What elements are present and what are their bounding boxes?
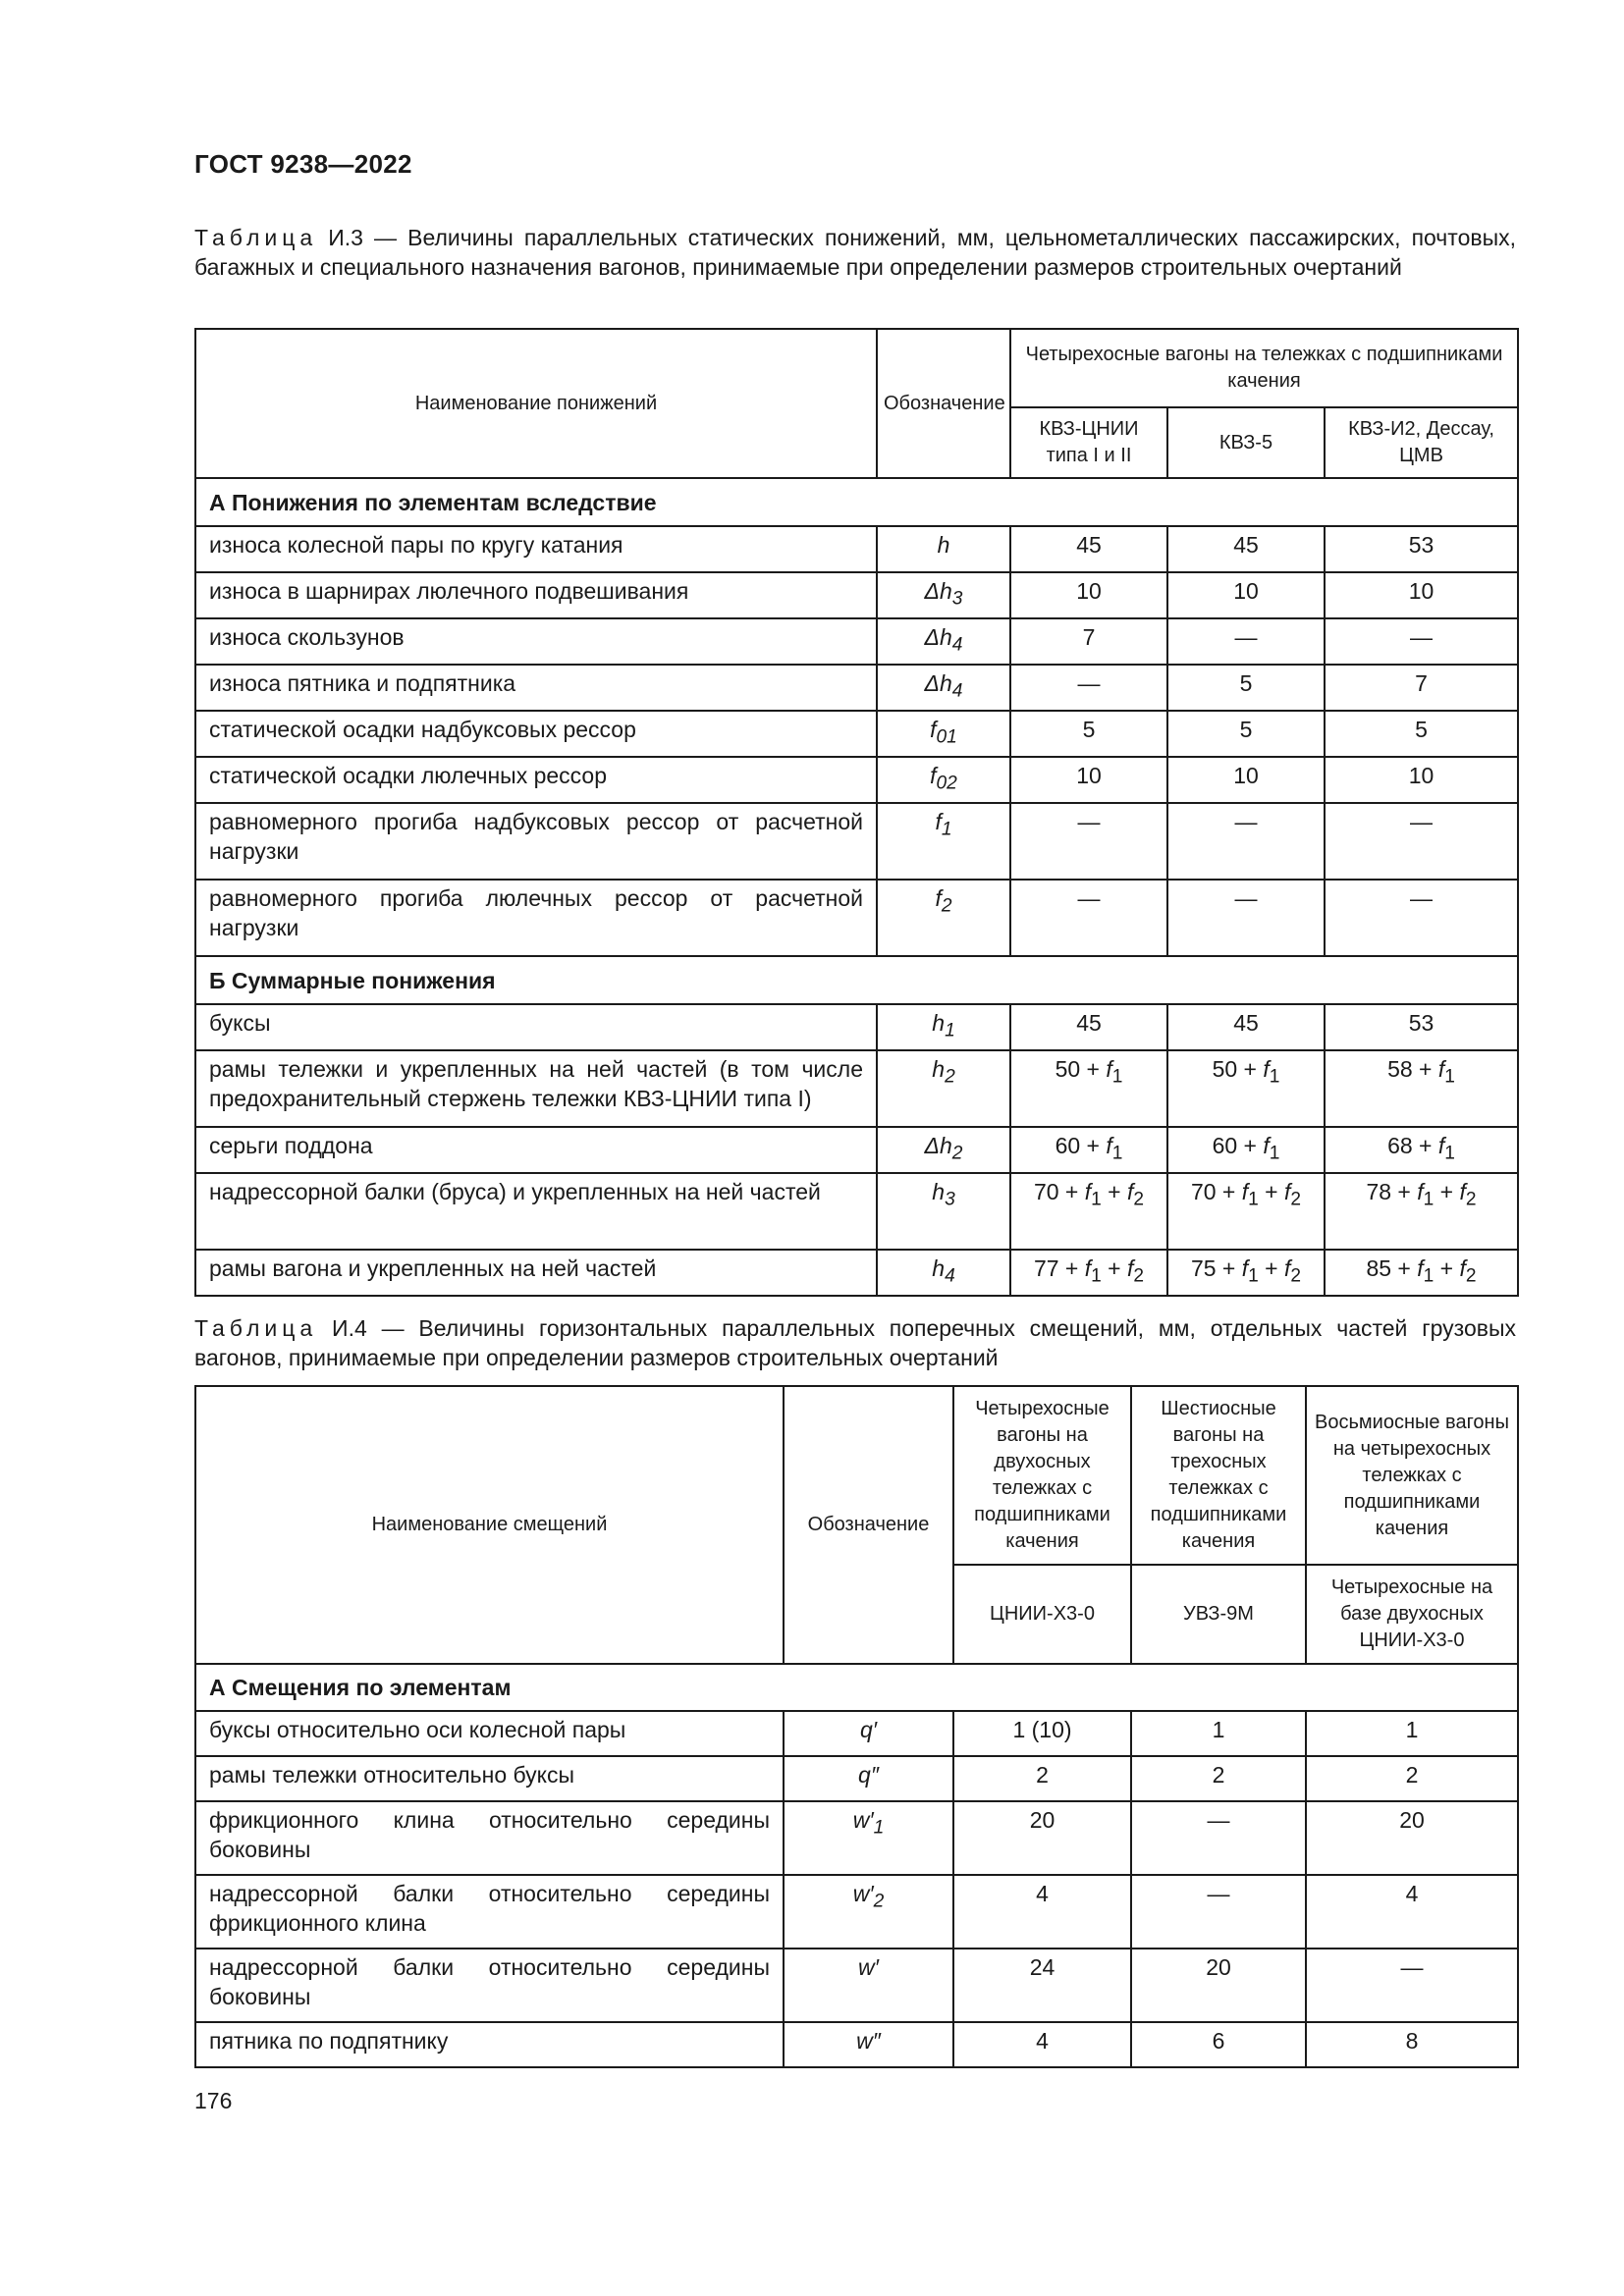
row-value-1: $70 + f_1 + f_2$ [1010, 1173, 1167, 1250]
row-name: пятника по подпятнику [195, 2022, 784, 2067]
table-row [195, 526, 1518, 572]
row-value-2: — [1167, 803, 1325, 880]
row-value-3: 20 [1306, 1801, 1518, 1875]
table-row [195, 803, 1518, 880]
row-value-1: $77 + f_1 + f_2$ [1010, 1250, 1167, 1296]
row-value-2: — [1131, 1875, 1306, 1949]
row-symbol: $\Delta h_4$ [877, 665, 1010, 711]
row-value-3: $78 + f_1 + f_2$ [1325, 1173, 1518, 1250]
row-value-1: — [1010, 665, 1167, 711]
row-name: рамы тележки и укрепленных на ней частей (в том числе предохранительный стержень тележки КВЗ-ЦНИИ типа I) [195, 1050, 877, 1127]
header-name-col: Наименование смещений [195, 1386, 784, 1664]
section-heading: А Смещения по элементам [195, 1664, 1518, 1711]
header-sub-3: КВЗ-И2, Дессау, ЦМВ [1325, 407, 1518, 478]
table-row [195, 618, 1518, 665]
row-name: износа в шарнирах люлечного подвешивания [195, 572, 877, 618]
row-value-3: — [1325, 803, 1518, 880]
table-i4-rows [195, 1711, 1518, 2067]
section-heading: Б Суммарные понижения [195, 956, 1518, 1004]
document-code: ГОСТ 9238—2022 [194, 149, 412, 179]
row-symbol: $h_2$ [877, 1050, 1010, 1127]
header-sub-3: Четырехосные на базе двухосных ЦНИИ-Х3-0 [1306, 1565, 1518, 1664]
header-col-3: Восьмиосные вагоны на четырехосных тележках с подшипниками качения [1306, 1386, 1518, 1565]
row-value-3: $58 + f_1$ [1325, 1050, 1518, 1127]
row-value-1: $50 + f_1$ [1010, 1050, 1167, 1127]
row-symbol: w′ [784, 1949, 953, 2022]
row-value-3: 2 [1306, 1756, 1518, 1801]
row-symbol: w″ [784, 2022, 953, 2067]
row-name: надрессорной балки относительно середины фрикционного клина [195, 1875, 784, 1949]
row-symbol: $h_3$ [877, 1173, 1010, 1250]
row-value-3: 5 [1325, 711, 1518, 757]
row-value-1: $60 + f_1$ [1010, 1127, 1167, 1173]
table-i4-caption [194, 1313, 1516, 1372]
table-row [195, 711, 1518, 757]
row-symbol: $w'_1$ [784, 1801, 953, 1875]
header-col-2: Шестиосные вагоны на трехосных тележках с подшипниками качения [1131, 1386, 1306, 1565]
caption-text: И.4 — Величины горизонтальных параллельных поперечных смещений, мм, отдельных частей грузовых вагонов, принимаемые при определении размеров строительных очертаний [194, 1315, 1516, 1370]
table-i3-section-b [195, 1004, 1518, 1296]
row-name: серьги поддона [195, 1127, 877, 1173]
row-value-3: 53 [1325, 526, 1518, 572]
caption-text: И.3 — Величины параллельных статических понижений, мм, цельнометаллических пассажирских, почтовых, багажных и специального назначения вагонов, принимаемые при определении размеров строительных очертаний [194, 225, 1516, 280]
row-value-2: 10 [1167, 572, 1325, 618]
row-value-2: 6 [1131, 2022, 1306, 2067]
row-value-2: — [1167, 880, 1325, 956]
row-name: рамы вагона и укрепленных на ней частей [195, 1250, 877, 1296]
row-value-1: 10 [1010, 757, 1167, 803]
header-name-col: Наименование понижений [195, 329, 877, 478]
row-value-1: 7 [1010, 618, 1167, 665]
header-col-1: Четырехосные вагоны на двухосных тележках с подшипниками качения [953, 1386, 1131, 1565]
row-value-2: 45 [1167, 1004, 1325, 1050]
table-i3-caption [194, 223, 1516, 282]
row-value-2: 2 [1131, 1756, 1306, 1801]
row-symbol: $h_4$ [877, 1250, 1010, 1296]
row-value-3: — [1325, 880, 1518, 956]
row-value-2: 20 [1131, 1949, 1306, 2022]
table-row [195, 2022, 1518, 2067]
header-symbol-col: Обозначение [784, 1386, 953, 1664]
row-value-2: — [1131, 1801, 1306, 1875]
row-symbol: h [877, 526, 1010, 572]
row-symbol: $\Delta h_2$ [877, 1127, 1010, 1173]
caption-word: Таблица [194, 225, 318, 250]
table-row [195, 757, 1518, 803]
row-value-1: — [1010, 803, 1167, 880]
table-row [195, 572, 1518, 618]
row-value-1: 4 [953, 2022, 1131, 2067]
table-row [195, 1050, 1518, 1127]
row-symbol: $f_2$ [877, 880, 1010, 956]
row-symbol: $f_1$ [877, 803, 1010, 880]
row-value-1: 10 [1010, 572, 1167, 618]
header-sub-2: УВЗ-9М [1131, 1565, 1306, 1664]
row-name: равномерного прогиба надбуксовых рессор от расчетной нагрузки [195, 803, 877, 880]
header-sub-1: ЦНИИ-Х3-0 [953, 1565, 1131, 1664]
row-value-2: $75 + f_1 + f_2$ [1167, 1250, 1325, 1296]
row-value-2: $50 + f_1$ [1167, 1050, 1325, 1127]
row-value-2: 10 [1167, 757, 1325, 803]
row-value-1: 20 [953, 1801, 1131, 1875]
table-row [195, 1801, 1518, 1875]
table-row [195, 1711, 1518, 1756]
row-value-3: $68 + f_1$ [1325, 1127, 1518, 1173]
row-value-2: 5 [1167, 711, 1325, 757]
row-value-1: — [1010, 880, 1167, 956]
row-symbol: $\Delta h_3$ [877, 572, 1010, 618]
table-row [195, 1875, 1518, 1949]
table-row [195, 1949, 1518, 2022]
page-number: 176 [194, 2088, 233, 2113]
table-i3 [194, 328, 1519, 1297]
row-name: буксы относительно оси колесной пары [195, 1711, 784, 1756]
row-name: фрикционного клина относительно середины боковины [195, 1801, 784, 1875]
row-value-3: 10 [1325, 757, 1518, 803]
row-symbol: $f_{02}$ [877, 757, 1010, 803]
table-i3-section-a [195, 526, 1518, 956]
row-name: равномерного прогиба люлечных рессор от расчетной нагрузки [195, 880, 877, 956]
row-value-2: 5 [1167, 665, 1325, 711]
row-symbol: q″ [784, 1756, 953, 1801]
table-row [195, 880, 1518, 956]
row-name: статической осадки люлечных рессор [195, 757, 877, 803]
row-value-2: 45 [1167, 526, 1325, 572]
row-value-2: $60 + f_1$ [1167, 1127, 1325, 1173]
row-value-1: 2 [953, 1756, 1131, 1801]
row-symbol: q′ [784, 1711, 953, 1756]
row-value-1: 24 [953, 1949, 1131, 2022]
header-sub-1: КВЗ-ЦНИИ типа I и II [1010, 407, 1167, 478]
row-value-1: 45 [1010, 1004, 1167, 1050]
row-value-3: 10 [1325, 572, 1518, 618]
row-symbol: $f_{01}$ [877, 711, 1010, 757]
row-value-2: — [1167, 618, 1325, 665]
row-value-3: — [1325, 618, 1518, 665]
table-row [195, 1127, 1518, 1173]
row-value-3: 1 [1306, 1711, 1518, 1756]
row-name: надрессорной балки относительно середины боковины [195, 1949, 784, 2022]
header-sub-2: КВЗ-5 [1167, 407, 1325, 478]
row-value-1: 5 [1010, 711, 1167, 757]
table-row [195, 1756, 1518, 1801]
table-row [195, 665, 1518, 711]
row-name: статической осадки надбуксовых рессор [195, 711, 877, 757]
row-name: износа колесной пары по кругу катания [195, 526, 877, 572]
row-symbol: $h_1$ [877, 1004, 1010, 1050]
table-row [195, 1173, 1518, 1250]
row-name: износа скользунов [195, 618, 877, 665]
row-value-1: 4 [953, 1875, 1131, 1949]
table-i4 [194, 1385, 1519, 2068]
table-row [195, 1004, 1518, 1050]
row-value-3: 8 [1306, 2022, 1518, 2067]
row-name: надрессорной балки (бруса) и укрепленных на ней частей [195, 1173, 877, 1250]
caption-word: Таблица [194, 1315, 318, 1341]
row-value-1: 45 [1010, 526, 1167, 572]
row-value-3: — [1306, 1949, 1518, 2022]
header-symbol-col: Обозначение [877, 329, 1010, 478]
row-symbol: $\Delta h_4$ [877, 618, 1010, 665]
row-symbol: $w'_2$ [784, 1875, 953, 1949]
row-value-1: 1 (10) [953, 1711, 1131, 1756]
row-value-3: 7 [1325, 665, 1518, 711]
row-name: буксы [195, 1004, 877, 1050]
section-heading: А Понижения по элементам вследствие [195, 478, 1518, 526]
row-value-2: 1 [1131, 1711, 1306, 1756]
table-row [195, 1250, 1518, 1296]
row-name: рамы тележки относительно буксы [195, 1756, 784, 1801]
row-value-3: $85 + f_1 + f_2$ [1325, 1250, 1518, 1296]
row-value-3: 53 [1325, 1004, 1518, 1050]
row-value-3: 4 [1306, 1875, 1518, 1949]
row-value-2: $70 + f_1 + f_2$ [1167, 1173, 1325, 1250]
row-name: износа пятника и подпятника [195, 665, 877, 711]
header-group: Четырехосные вагоны на тележках с подшипниками качения [1010, 329, 1518, 407]
